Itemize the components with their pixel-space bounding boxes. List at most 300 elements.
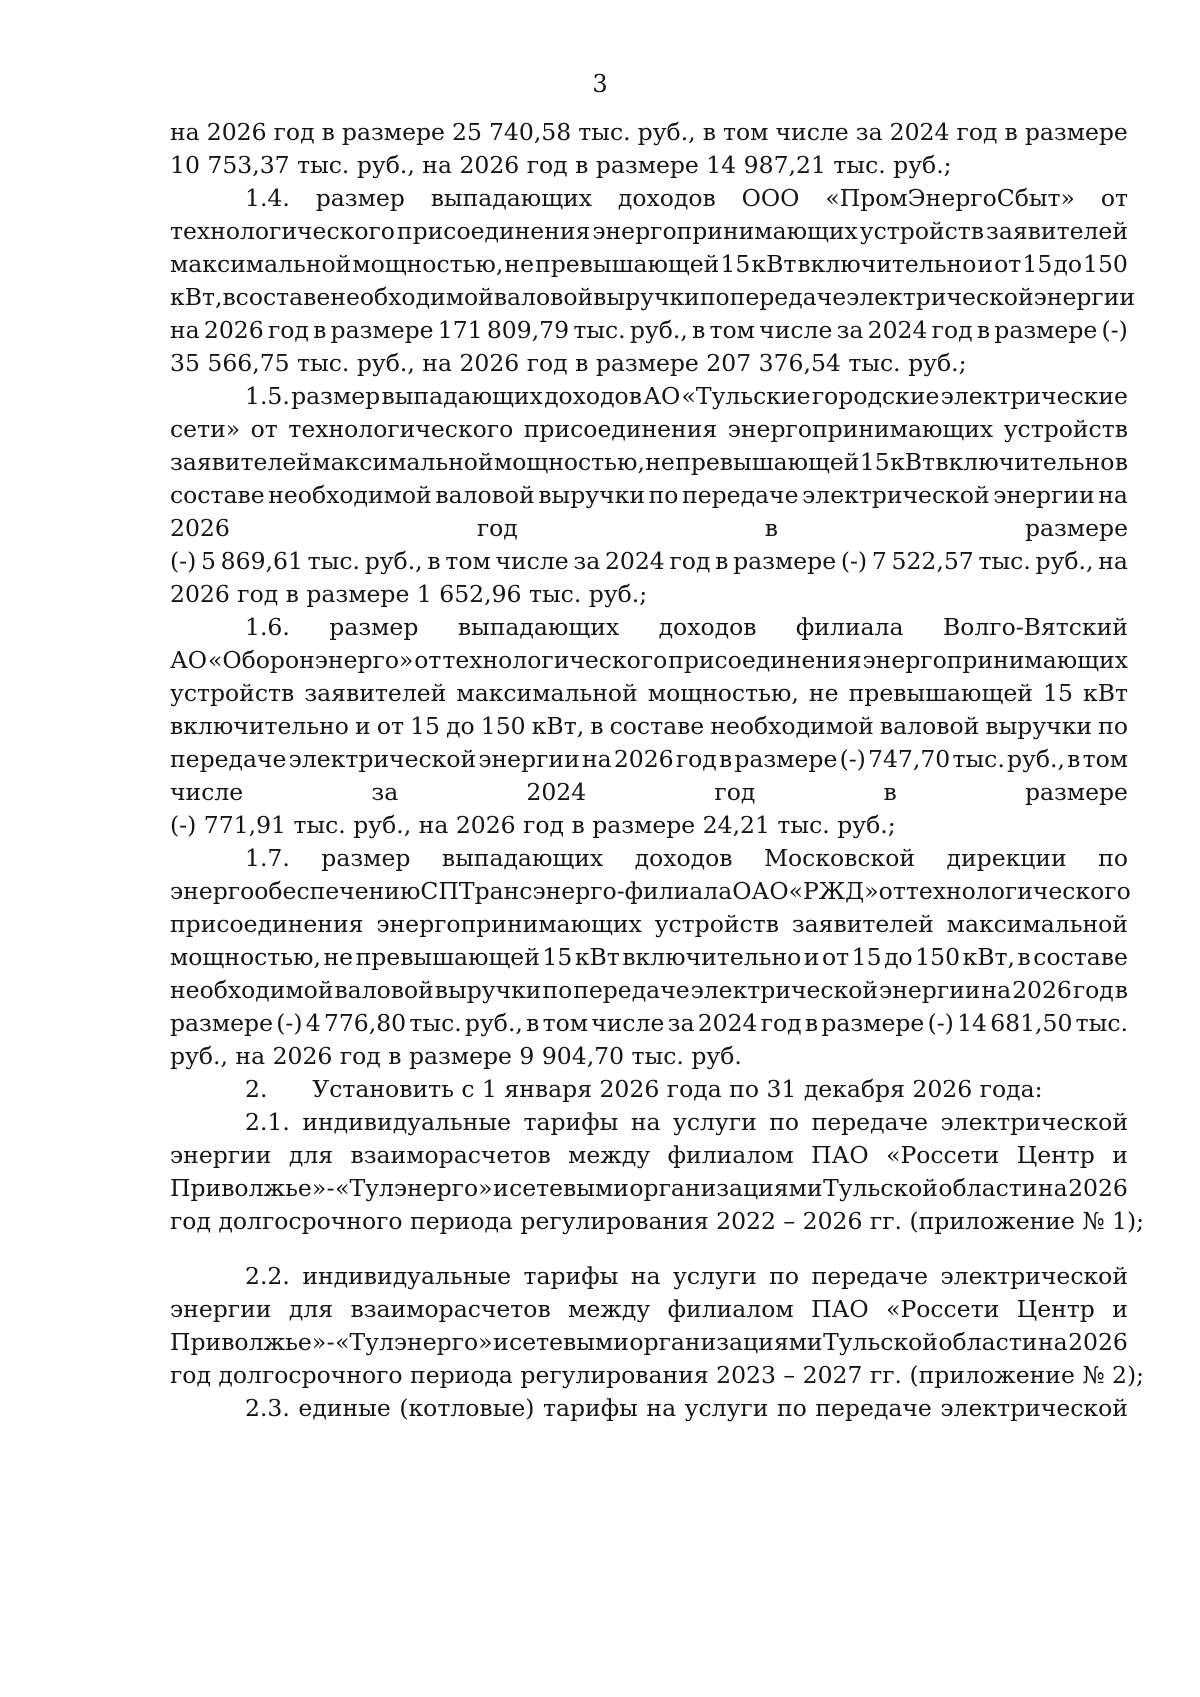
- word: выручки: [985, 712, 1093, 740]
- paragraph-2-3-start: [170, 1392, 1128, 1425]
- word: на: [646, 1394, 677, 1422]
- word: на: [1037, 1328, 1068, 1356]
- word: размере: [821, 1009, 925, 1037]
- word: тыс.: [307, 547, 360, 575]
- word: на: [170, 118, 200, 146]
- word: электрической: [940, 1394, 1128, 1422]
- word: размере: [734, 745, 838, 773]
- text-line: [170, 479, 1128, 512]
- word: числе: [495, 547, 569, 575]
- word: передаче: [811, 1108, 928, 1136]
- word: 5: [201, 547, 216, 575]
- word: максимальной: [456, 679, 638, 707]
- text-line: [170, 215, 1128, 248]
- word: на: [1098, 481, 1128, 509]
- word: валовой: [879, 712, 980, 740]
- paragraph-1-4-start: [170, 182, 1128, 215]
- word: числе: [775, 118, 849, 146]
- word: том: [445, 547, 491, 575]
- text-line: [170, 248, 1128, 281]
- word: мощностью,: [647, 679, 799, 707]
- word: 2.1.: [245, 1108, 290, 1136]
- word: размер: [329, 613, 419, 641]
- word: энергии: [170, 1295, 272, 1323]
- word: за: [573, 547, 601, 575]
- text-line: [170, 974, 1128, 1007]
- word: сетевыми: [509, 1328, 629, 1356]
- page-number: 3: [592, 70, 608, 98]
- word: (-): [170, 547, 197, 575]
- document-body: [170, 116, 1145, 1425]
- word: от: [414, 646, 442, 674]
- word: передаче: [815, 1394, 932, 1422]
- word: технологического: [170, 217, 395, 245]
- paragraph-1-7-start: [170, 842, 1128, 875]
- word: по: [769, 1262, 800, 1290]
- word: 150: [1083, 250, 1128, 278]
- word: филиалом: [667, 1141, 794, 1169]
- word: доходов: [634, 844, 733, 872]
- word: необходимой: [268, 481, 432, 509]
- word: тыс.: [1075, 1009, 1128, 1037]
- word: индивидуальные: [302, 1108, 511, 1136]
- paragraph-gap: [170, 1238, 1128, 1260]
- text-line: [170, 941, 1128, 974]
- word: от: [878, 877, 906, 905]
- word: год: [267, 316, 309, 344]
- word: мощностью,: [493, 448, 645, 476]
- word: организациями: [629, 1328, 823, 1356]
- word: до: [884, 943, 913, 971]
- word: руб.,: [1006, 745, 1065, 773]
- word: на: [630, 1108, 661, 1136]
- word: в: [883, 778, 897, 806]
- word: передаче: [811, 1262, 928, 1290]
- word: электрической: [940, 1262, 1128, 1290]
- word: год: [669, 547, 711, 575]
- word: энергообеспечению: [170, 877, 421, 905]
- word: на: [170, 316, 200, 344]
- word: кВт,: [962, 943, 1016, 971]
- word: доходов: [617, 184, 716, 212]
- word: в: [1067, 745, 1081, 773]
- text-line: [170, 1139, 1128, 1172]
- word: кВт,: [170, 283, 223, 311]
- word: превышающей: [675, 448, 860, 476]
- word: по: [769, 1108, 800, 1136]
- word: валовой: [334, 976, 434, 1004]
- word: тарифы: [523, 1108, 619, 1136]
- word: доходов: [544, 382, 642, 410]
- word: в: [590, 712, 604, 740]
- word: не: [504, 250, 534, 278]
- word: 2.2.: [245, 1262, 290, 1290]
- word: год: [931, 316, 973, 344]
- word: 7: [871, 547, 887, 575]
- word: энергопринимающих: [376, 910, 642, 938]
- text-line: [170, 776, 1128, 809]
- word: мощностью,: [170, 943, 321, 971]
- word: передаче: [729, 283, 847, 311]
- word: год: [273, 118, 315, 146]
- word: ОАО: [732, 877, 789, 905]
- word: 740,58: [488, 118, 572, 146]
- text-line: 10 753,37 тыс. руб., на 2026 год в размере 14 987,21 тыс. руб.;: [170, 151, 952, 179]
- word: составе: [170, 481, 265, 509]
- word: превышающей: [535, 250, 720, 278]
- word: в: [692, 316, 706, 344]
- word: энергопринимающих: [862, 646, 1128, 674]
- word: в: [1114, 976, 1128, 1004]
- word: кВт,: [531, 712, 585, 740]
- text-line: [170, 116, 1128, 149]
- word: числе: [759, 316, 833, 344]
- word: за: [836, 316, 864, 344]
- word: числе: [591, 1009, 665, 1037]
- word: (котловые): [399, 1394, 535, 1422]
- word: руб.,: [364, 547, 423, 575]
- word: 522,57: [891, 547, 974, 575]
- word: год: [760, 1009, 802, 1037]
- text-line: [170, 446, 1128, 479]
- word: выручки: [593, 283, 700, 311]
- word: (-): [1101, 316, 1128, 344]
- word: размере: [1024, 118, 1128, 146]
- text-line: [170, 743, 1128, 776]
- word: 15: [1043, 679, 1073, 707]
- word: необходимой: [170, 976, 334, 1004]
- word: в: [976, 316, 991, 344]
- word: в: [321, 118, 335, 146]
- word: до: [1053, 250, 1082, 278]
- word: энергии: [1033, 283, 1136, 311]
- word: выпадающих: [457, 613, 620, 641]
- word: 2026: [1068, 1328, 1128, 1356]
- word: передаче: [170, 745, 287, 773]
- word: между: [568, 1295, 651, 1323]
- word: выпадающих: [430, 184, 593, 212]
- word: энергии: [170, 1141, 272, 1169]
- word: Приволжье»: [170, 1328, 327, 1356]
- word: 15: [542, 943, 573, 971]
- text-line: [170, 677, 1128, 710]
- word: энергии: [478, 745, 580, 773]
- word: размер: [321, 844, 411, 872]
- word: по: [1098, 844, 1128, 872]
- word: на: [630, 1262, 661, 1290]
- text-line: [170, 644, 1128, 677]
- text-line: [170, 875, 1131, 908]
- word: устройств: [859, 217, 985, 245]
- word: в: [764, 514, 778, 542]
- word: 15: [720, 250, 751, 278]
- word: на: [581, 745, 612, 773]
- text-line: руб., на 2026 год в размере 9 904,70 тыс. руб.: [170, 1042, 742, 1070]
- word: числе: [170, 778, 244, 806]
- word: заявителей: [304, 679, 447, 707]
- word: 15: [410, 712, 440, 740]
- word: 2026: [1068, 1174, 1128, 1202]
- word: «Россети: [886, 1295, 1000, 1323]
- word: ПАО: [811, 1141, 869, 1169]
- paragraph-1-5-start: [170, 380, 1128, 413]
- word: Волго-Вятский: [942, 613, 1128, 641]
- word: технологического: [288, 415, 514, 443]
- word: заявителей: [791, 910, 934, 938]
- word: 25: [452, 118, 482, 146]
- word: 4: [305, 1009, 321, 1037]
- text-line: [170, 1326, 1128, 1359]
- text-line: [170, 512, 1128, 545]
- word: мощностью,: [352, 250, 504, 278]
- word: филиала: [624, 877, 733, 905]
- word: до: [446, 712, 475, 740]
- word: размере: [170, 1009, 274, 1037]
- word: услуги: [673, 1108, 757, 1136]
- word: размере: [330, 316, 434, 344]
- word: индивидуальные: [302, 1262, 511, 1290]
- word: передаче: [573, 976, 690, 1004]
- word: сетевыми: [509, 1174, 629, 1202]
- word: Центр: [1016, 1141, 1095, 1169]
- word: (-): [927, 1009, 954, 1037]
- word: размере: [1024, 778, 1128, 806]
- word: -: [326, 1328, 335, 1356]
- word: области: [938, 1174, 1038, 1202]
- word: АО: [170, 646, 208, 674]
- text-line: 35 566,75 тыс. руб., на 2026 год в размере 207 376,54 тыс. руб.;: [170, 349, 967, 377]
- word: устройств: [1003, 415, 1128, 443]
- word: включительно: [622, 943, 802, 971]
- word: составе: [609, 712, 705, 740]
- text-line: [170, 281, 1136, 314]
- word: энергопринимающих: [592, 217, 858, 245]
- word: максимальной: [170, 250, 352, 278]
- word: на: [981, 976, 1012, 1004]
- word: городские: [811, 382, 940, 410]
- text-line: (-) 771,91 тыс. руб., на 2026 год в размере 24,21 тыс. руб.;: [170, 811, 896, 839]
- word: технологического: [442, 646, 668, 674]
- word: филиала: [795, 613, 904, 641]
- word: год: [675, 745, 717, 773]
- word: ООО: [741, 184, 800, 212]
- word: кВт: [574, 943, 620, 971]
- word: для: [288, 1141, 334, 1169]
- word: единые: [298, 1394, 391, 1422]
- word: передаче: [682, 481, 799, 509]
- word: выпадающих: [441, 844, 604, 872]
- word: присоединения: [396, 217, 591, 245]
- word: 2026: [170, 514, 230, 542]
- word: том: [1082, 745, 1128, 773]
- word: «Тулэнерго»: [335, 1328, 493, 1356]
- word: «Оборонэнерго»: [207, 646, 414, 674]
- word: АО: [643, 382, 681, 410]
- text-line: [170, 1007, 1128, 1040]
- word: том: [723, 118, 769, 146]
- word: взаиморасчетов: [350, 1295, 551, 1323]
- word: заявителей: [170, 448, 312, 476]
- word: 2024: [889, 118, 950, 146]
- word: в: [718, 745, 733, 773]
- word: 681,50: [990, 1009, 1073, 1037]
- word: от: [250, 415, 278, 443]
- word: руб.,: [1035, 547, 1094, 575]
- word: технологического: [905, 877, 1131, 905]
- word: 1.6.: [245, 613, 290, 641]
- word: Приволжье»: [170, 1174, 327, 1202]
- word: в: [313, 316, 327, 344]
- word: составе: [235, 283, 331, 311]
- word: на: [1098, 547, 1128, 575]
- word: тыс.: [952, 745, 1005, 773]
- word: по: [699, 283, 730, 311]
- word: руб.,: [629, 316, 688, 344]
- word: включительно: [935, 448, 1115, 476]
- word: 1.5.: [245, 382, 290, 410]
- word: максимальной: [312, 448, 494, 476]
- word: 150: [480, 712, 526, 740]
- word: (-): [276, 1009, 303, 1037]
- word: от: [821, 943, 850, 971]
- word: 2024: [867, 316, 928, 344]
- word: от: [376, 712, 404, 740]
- word: не: [808, 679, 839, 707]
- word: год: [956, 118, 998, 146]
- word: тыс.: [978, 547, 1031, 575]
- word: в: [702, 118, 716, 146]
- word: в: [427, 547, 441, 575]
- word: составе: [1033, 943, 1128, 971]
- word: 15: [859, 448, 890, 476]
- word: для: [288, 1295, 334, 1323]
- word: электрической: [802, 481, 990, 509]
- word: 809,79: [486, 316, 570, 344]
- word: включительно: [170, 712, 349, 740]
- word: доходов: [658, 613, 757, 641]
- word: год: [714, 778, 756, 806]
- word: заявителей: [986, 217, 1128, 245]
- word: том: [542, 1009, 588, 1037]
- word: размере: [994, 316, 1098, 344]
- word: энергопринимающих: [727, 415, 994, 443]
- word: размере: [733, 547, 837, 575]
- text-line: [170, 1172, 1128, 1205]
- word: кВт: [890, 448, 936, 476]
- word: от: [1100, 184, 1128, 212]
- word: в: [1004, 118, 1018, 146]
- word: Московской: [763, 844, 916, 872]
- paragraph-2-2-start: [170, 1260, 1128, 1293]
- word: 150: [915, 943, 961, 971]
- word: услуги: [684, 1394, 769, 1422]
- word: «ПромЭнергоСбыт»: [825, 184, 1075, 212]
- word: в: [1017, 943, 1031, 971]
- word: и: [492, 1328, 509, 1356]
- word: электрические: [940, 382, 1128, 410]
- word: «Россети: [886, 1141, 1000, 1169]
- word: и: [803, 943, 820, 971]
- word: 2026: [206, 118, 267, 146]
- word: выручки: [538, 481, 646, 509]
- text-line: год долгосрочного периода регулирования 2022 – 2026 гг. (приложение № 1);: [170, 1207, 1145, 1235]
- word: 2024: [697, 1009, 758, 1037]
- word: энергии: [993, 481, 1095, 509]
- word: сети»: [170, 415, 241, 443]
- word: энергии: [879, 976, 981, 1004]
- text-line: [170, 314, 1128, 347]
- word: размере: [341, 118, 445, 146]
- word: год: [1072, 976, 1114, 1004]
- word: в: [1114, 448, 1128, 476]
- word: кВт: [751, 250, 797, 278]
- word: тарифы: [523, 1262, 619, 1290]
- word: 2026: [203, 316, 264, 344]
- word: по: [776, 1394, 807, 1422]
- word: ПАО: [811, 1295, 869, 1323]
- word: Трансэнерго: [458, 877, 617, 905]
- text-line: [170, 413, 1128, 446]
- word: в: [804, 1009, 819, 1037]
- word: не: [645, 448, 675, 476]
- word: необходимой: [710, 712, 874, 740]
- word: электрической: [288, 745, 477, 773]
- word: валовой: [493, 283, 594, 311]
- word: валовой: [435, 481, 535, 509]
- word: 2024: [604, 547, 665, 575]
- word: тыс.: [409, 1009, 462, 1037]
- word: за: [855, 118, 883, 146]
- word: -: [616, 877, 625, 905]
- word: 2026: [613, 745, 674, 773]
- word: и: [1112, 1295, 1128, 1323]
- text-line: [170, 545, 1128, 578]
- word: год: [476, 514, 518, 542]
- word: 2.3.: [245, 1394, 290, 1422]
- word: «РЖД»: [788, 877, 879, 905]
- word: максимальной: [946, 910, 1128, 938]
- text-line: [170, 908, 1128, 941]
- text-line: год долгосрочного периода регулирования 2023 – 2027 гг. (приложение № 2);: [170, 1361, 1145, 1389]
- word: 1.4.: [245, 184, 290, 212]
- word: не: [323, 943, 354, 971]
- word: за: [667, 1009, 695, 1037]
- word: по: [1098, 712, 1128, 740]
- word: «Тулэнерго»: [335, 1174, 493, 1202]
- word: -: [326, 1174, 335, 1202]
- word: между: [568, 1141, 651, 1169]
- paragraph-2-start: 2. Установить с 1 января 2026 года по 31 декабря 2026 года:: [245, 1075, 1043, 1103]
- paragraph-2-1-start: [170, 1106, 1128, 1139]
- word: и: [1112, 1141, 1128, 1169]
- word: превышающей: [355, 943, 540, 971]
- word: и: [977, 250, 994, 278]
- word: 2024: [526, 778, 587, 806]
- word: присоединения: [523, 415, 718, 443]
- word: выручки: [434, 976, 542, 1004]
- word: Центр: [1016, 1295, 1095, 1323]
- word: превышающей: [848, 679, 1033, 707]
- word: присоединения: [668, 646, 862, 674]
- word: устройств: [654, 910, 779, 938]
- word: том: [709, 316, 755, 344]
- word: 2026: [1012, 976, 1072, 1004]
- text-line: 2026 год в размере 1 652,96 тыс. руб.;: [170, 580, 648, 608]
- word: в: [715, 547, 729, 575]
- word: размер: [291, 382, 381, 410]
- paragraph-1-6-start: [170, 611, 1128, 644]
- word: Тульской: [823, 1328, 938, 1356]
